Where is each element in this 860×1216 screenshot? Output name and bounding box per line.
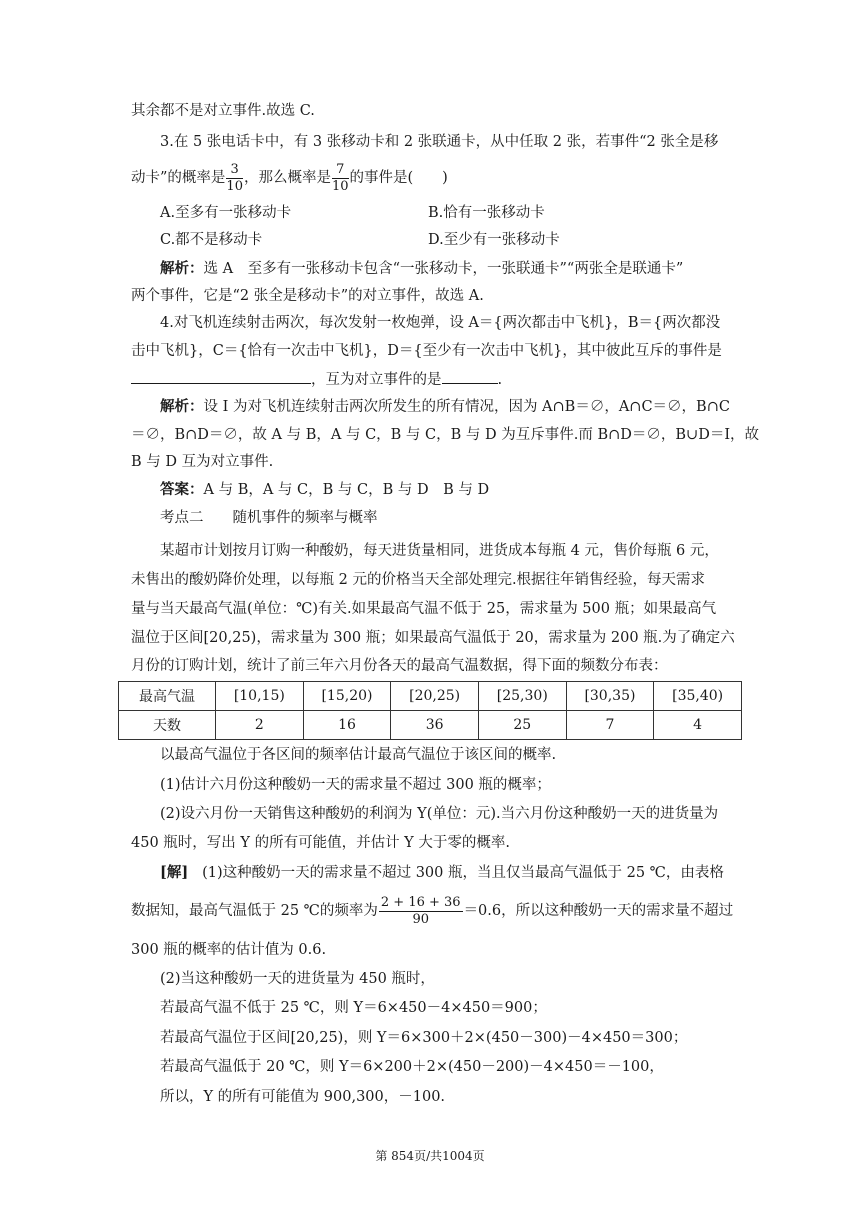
- option-a: A.至多有一张移动卡: [160, 205, 292, 221]
- subquestion-1: (1)估计六月份这种酸奶一天的需求量不超过 300 瓶的概率；: [160, 777, 551, 793]
- fraction-7-10: [332, 162, 349, 195]
- text-segment: 选 A 至多有一张移动卡包含“一张移动卡，一张联通卡”“两张全是联通卡”: [203, 261, 684, 277]
- table-header-cell: 天数: [119, 711, 216, 740]
- text-segment: ，互为对立事件的是: [311, 372, 442, 388]
- solution-line-3: 300 瓶的概率的估计值为 0.6.: [131, 942, 327, 958]
- text-segment: ＝0.6，所以这种酸奶一天的需求量不超过: [463, 903, 734, 919]
- problem-line-3: 量与当天最高气温(单位：℃)有关.如果最高气温不低于 25，需求量为 500 瓶；如果最高气: [131, 601, 717, 617]
- option-d: D.至少有一张移动卡: [428, 232, 560, 248]
- table-cell: [25,30): [478, 682, 566, 711]
- solution-line-4: (2)当这种酸奶一天的进货量为 450 瓶时，: [160, 971, 435, 987]
- table-cell: [10,15): [216, 682, 304, 711]
- question-4-line-3: [131, 369, 502, 390]
- fraction-denominator: 90: [412, 911, 429, 927]
- problem-line-4: 温位于区间[20,25)，需求量为 300 瓶；如果最高气温低于 20，需求量为 200 瓶.为了确定六: [131, 630, 735, 646]
- answer-blank: [442, 369, 498, 384]
- solution-4-line-2: ＝∅，B∩D＝∅，故 A 与 B，A 与 C，B 与 C，B 与 D 为互斥事件.而 B∩D＝∅，B∪D＝I，故: [131, 427, 760, 443]
- solution-line-8: 所以，Y 的所有可能值为 900,300，－100.: [160, 1089, 446, 1105]
- fraction-numerator: 7: [332, 162, 349, 179]
- problem-line-2: 未售出的酸奶降价处理，以每瓶 2 元的价格当天全部处理完.根据往年销售经验，每天需求: [131, 572, 706, 588]
- section-heading: 考点二 随机事件的频率与概率: [160, 510, 378, 526]
- table-cell: [15,20): [303, 682, 391, 711]
- subquestion-2-line-2: 450 瓶时，写出 Y 的所有可能值，并估计 Y 大于零的概率.: [131, 835, 510, 851]
- text-segment: 设 I 为对飞机连续射击两次所发生的所有情况，因为 A∩B＝∅，A∩C＝∅，B∩C: [203, 399, 730, 415]
- question-3-line-2: [131, 160, 448, 196]
- solution-line-7: 若最高气温低于 20 ℃，则 Y＝6×200＋2×(450－200)－4×450＝－100，: [160, 1059, 664, 1075]
- solution-label: 解析：: [160, 260, 204, 277]
- answer-label: 答案：: [160, 481, 204, 498]
- option-b: B.恰有一张移动卡: [428, 205, 545, 221]
- fraction-denominator: 10: [226, 178, 243, 194]
- solution-line-1: [160, 863, 724, 883]
- question-4-line-2: 击中飞机}，C＝{恰有一次击中飞机}，D＝{至少有一次击中飞机}，其中彼此互斥的事件是: [131, 343, 722, 359]
- text-segment: 数据知，最高气温低于 25 ℃的频率为: [131, 903, 378, 919]
- table-cell: 25: [478, 711, 566, 740]
- table-cell: 16: [303, 711, 391, 740]
- table-cell: 36: [391, 711, 479, 740]
- solution-3-line-2: 两个事件，它是“2 张全是移动卡”的对立事件，故选 A.: [131, 288, 484, 304]
- frequency-table: [118, 681, 742, 740]
- problem-line-1: 某超市计划按月订购一种酸奶，每天进货量相同，进货成本每瓶 4 元，售价每瓶 6 元，: [160, 543, 719, 559]
- option-c: C.都不是移动卡: [160, 232, 263, 248]
- table-row: [119, 682, 742, 711]
- text-segment: A 与 B，A 与 C，B 与 C，B 与 D B 与 D: [203, 482, 490, 498]
- fraction-numerator: 3: [226, 162, 243, 179]
- table-header-cell: 最高气温: [119, 682, 216, 711]
- text-segment: .: [497, 372, 503, 388]
- text-line: 以最高气温位于各区间的频率估计最高气温位于该区间的概率.: [160, 747, 557, 763]
- text-line: 其余都不是对立事件.故选 C.: [131, 103, 315, 119]
- text-segment: ，那么概率是: [243, 170, 331, 186]
- solution-line-2: [131, 893, 733, 929]
- question-3-line-1: 3.在 5 张电话卡中，有 3 张移动卡和 2 张联通卡，从中任取 2 张，若事件“2 张全是移: [160, 134, 719, 150]
- table-cell: 2: [216, 711, 304, 740]
- fraction-denominator: 10: [331, 178, 349, 194]
- table-cell: [20,25): [391, 682, 479, 711]
- answer-4-line: [160, 480, 489, 500]
- solution-4-line-1: [160, 397, 730, 417]
- subquestion-2-line-1: (2)设六月份一天销售这种酸奶的利润为 Y(单位：元).当六月份这种酸奶一天的进货量为: [160, 806, 719, 822]
- fraction-3-10: [226, 162, 243, 195]
- question-4-line-1: 4.对飞机连续射击两次，每次发射一枚炮弹，设 A＝{两次都击中飞机}，B＝{两次都没: [160, 315, 721, 331]
- table-cell: 7: [566, 711, 654, 740]
- solution-label: [解]: [160, 864, 189, 881]
- solution-label: 解析：: [160, 398, 204, 415]
- table-cell: [30,35): [566, 682, 654, 711]
- solution-4-line-3: B 与 D 互为对立事件.: [131, 454, 274, 470]
- text-segment: (1)这种酸奶一天的需求量不超过 300 瓶，当且仅当最高气温低于 25 ℃，由表格: [202, 865, 724, 881]
- table-row: [119, 711, 742, 740]
- problem-line-5: 月份的订购计划，统计了前三年六月份各天的最高气温数据，得下面的频数分布表：: [131, 658, 668, 674]
- solution-line-5: 若最高气温不低于 25 ℃，则 Y＝6×450－4×450＝900；: [160, 1000, 547, 1016]
- text-segment: 的事件是( ): [349, 170, 448, 186]
- solution-3-line-1: [160, 259, 683, 279]
- fraction-numerator: 2 + 16 + 36: [380, 894, 461, 910]
- table-cell: [35,40): [654, 682, 742, 711]
- solution-line-6: 若最高气温位于区间[20,25)，则 Y＝6×300＋2×(450－300)－4×450＝300；: [160, 1030, 688, 1046]
- answer-blank: [131, 369, 311, 384]
- page-number-footer: 第 854页/共1004页: [375, 1149, 485, 1163]
- table-cell: 4: [654, 711, 742, 740]
- text-segment: 动卡”的概率是: [131, 170, 226, 186]
- fraction-frequency: [379, 895, 463, 928]
